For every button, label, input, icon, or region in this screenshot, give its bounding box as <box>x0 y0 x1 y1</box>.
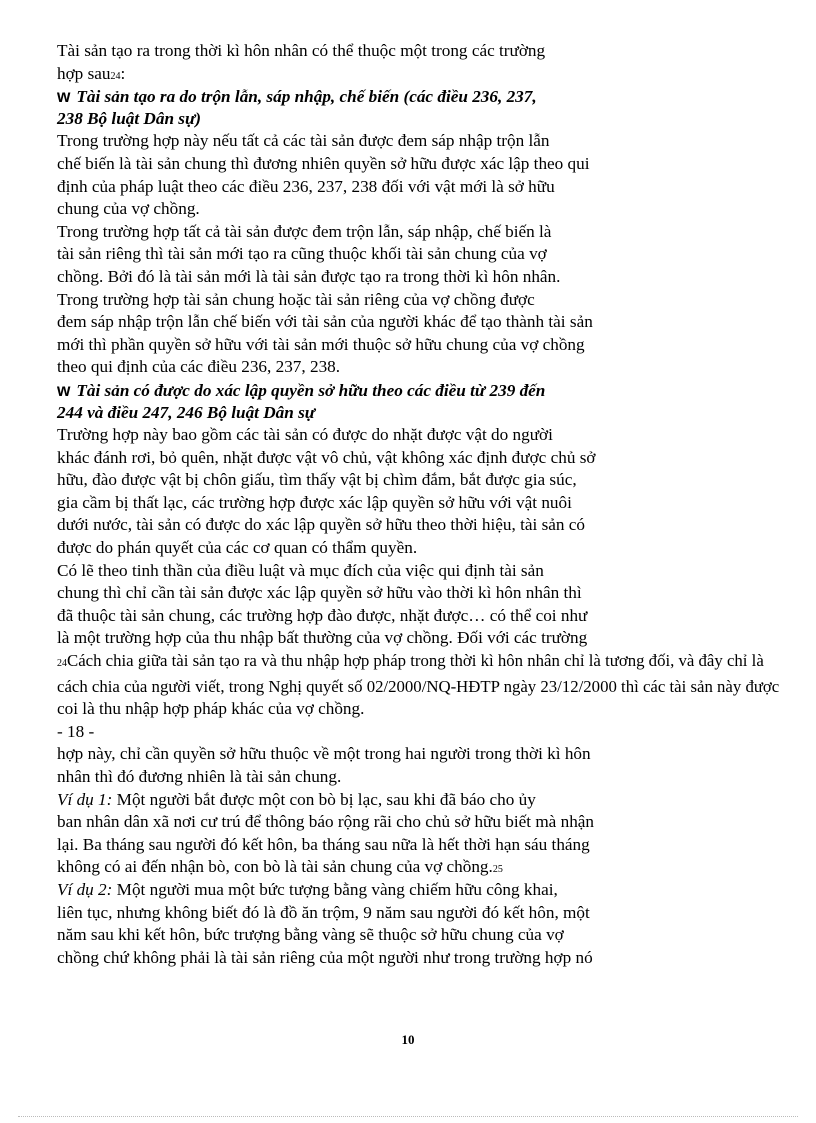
body-line: chung thì chỉ cần tài sản được xác lập quyền sở hữu vào thời kì hôn nhân thì <box>57 583 582 603</box>
body-line: chồng. Bởi đó là tài sản mới là tài sản được tạo ra trong thời kì hôn nhân. <box>57 266 561 286</box>
body-line: Có lẽ theo tinh thần của điều luật và mục đích của việc qui định tài sản <box>57 560 544 580</box>
body-line: chế biến là tài sản chung thì đương nhiên quyền sở hữu được xác lập theo qui <box>57 153 590 173</box>
heading-text: Tài sản có được do xác lập quyền sở hữu theo các điều từ 239 đến <box>76 380 546 400</box>
example-label: Ví dụ 2: <box>57 879 113 899</box>
section-heading-cont: 238 Bộ luật Dân sự) <box>57 108 202 128</box>
bullet-icon: w <box>57 379 71 400</box>
heading-text: Tài sản tạo ra do trộn lẫn, sáp nhập, chế biến (các điều 236, 237, <box>76 87 537 107</box>
page-number: 10 <box>401 1032 415 1047</box>
footnote: cách chia của người viết, trong Nghị quyết số 02/2000/NQ-HĐTP ngày 23/12/2000 thì các tài sản này được <box>57 676 780 696</box>
example-line: ban nhân dân xã nơi cư trú để thông báo rộng rãi cho chủ sở hữu biết mà nhận <box>57 812 595 832</box>
example-text: không có ai đến nhận bò, con bò là tài sản chung của vợ chồng. <box>57 857 493 877</box>
body-line: hợp này, chỉ cần quyền sở hữu thuộc về một trong hai người trong thời kì hôn <box>57 744 591 764</box>
body-line: là một trường hợp của thu nhập bất thường của vợ chồng. Đối với các trường <box>57 628 588 648</box>
document-page <box>57 40 781 969</box>
body-line: gia cầm bị thất lạc, các trường hợp được xác lập quyền sở hữu với vật nuôi <box>57 492 572 512</box>
section-heading <box>57 85 781 108</box>
body-line: khác đánh rơi, bỏ quên, nhặt được vật vô chủ, vật không xác định được chủ sở <box>57 447 596 467</box>
example-line: liên tục, nhưng không biết đó là đồ ăn trộm, 9 năm sau người đó kết hôn, một <box>57 902 590 922</box>
example-line: chồng chứ không phải là tài sản riêng của một người như trong trường hợp nó <box>57 947 593 967</box>
body-line: Trong trường hợp tất cả tài sản được đem trộn lẫn, sáp nhập, chế biến là <box>57 221 552 241</box>
footnote-ref: 25 <box>492 864 503 876</box>
footnote: coi là thu nhập hợp pháp khác của vợ chồng. <box>57 699 365 719</box>
body-line: định của pháp luật theo các điều 236, 237, 238 đối với vật mới là sở hữu <box>57 176 555 196</box>
example-line: năm sau khi kết hôn, bức trượng bằng vàng sẽ thuộc sở hữu chung của vợ <box>57 925 564 945</box>
example-line <box>57 879 781 902</box>
body-line: dưới nước, tài sản có được do xác lập quyền sở hữu theo thời hiệu, tài sản có <box>57 515 586 535</box>
bullet-icon: w <box>57 86 71 107</box>
body-line: theo qui định của các điều 236, 237, 238. <box>57 357 341 377</box>
footnote-number: 24 <box>57 658 67 670</box>
intro-line: Tài sản tạo ra trong thời kì hôn nhân có thể thuộc một trong các trường <box>57 41 546 60</box>
intro-text: hợp sau <box>57 63 111 83</box>
body-line: đã thuộc tài sản chung, các trường hợp đào được, nhặt được… có thể coi như <box>57 605 588 625</box>
intro-line <box>57 63 781 86</box>
intro-colon: : <box>120 63 126 83</box>
body-line: đem sáp nhập trộn lẫn chế biến với tài sản của người khác để tạo thành tài sản <box>57 312 593 332</box>
original-page-marker: - 18 - <box>57 721 95 741</box>
example-text: Một người bắt được một con bò bị lạc, sau khi đã báo cho ủy <box>112 789 536 809</box>
body-line: hữu, đào được vật bị chôn giấu, tìm thấy vật bị chìm đắm, bắt được gia súc, <box>57 470 577 490</box>
example-line: lại. Ba tháng sau người đó kết hôn, ba tháng sau nữa là hết thời hạn sáu tháng <box>57 834 590 854</box>
example-label: Ví dụ 1: <box>57 789 113 809</box>
body-line: Trong trường hợp tài sản chung hoặc tài sản riêng của vợ chồng được <box>57 289 535 309</box>
section-heading <box>57 379 781 402</box>
footnote-text: Cách chia giữa tài sản tạo ra và thu nhập hợp pháp trong thời kì hôn nhân chỉ là tương đối, và đây chỉ là <box>67 651 764 671</box>
example-text: Một người mua một bức tượng bằng vàng chiếm hữu công khai, <box>112 879 558 899</box>
bottom-divider <box>18 1116 798 1118</box>
body-line: được do phán quyết của các cơ quan có thẩm quyền. <box>57 538 418 558</box>
body-line: nhân thì đó đương nhiên là tài sản chung. <box>57 767 342 786</box>
footnote <box>57 650 781 676</box>
body-line: tài sản riêng thì tài sản mới tạo ra cũng thuộc khối tài sản chung của vợ <box>57 244 547 264</box>
body-line: Trường hợp này bao gồm các tài sản có được do nhặt được vật do người <box>57 425 553 445</box>
body-line: chung của vợ chồng. <box>57 199 200 219</box>
example-line <box>57 789 781 812</box>
section-heading-cont: 244 và điều 247, 246 Bộ luật Dân sự <box>57 402 316 422</box>
body-line: Trong trường hợp này nếu tất cả các tài sản được đem sáp nhập trộn lẫn <box>57 131 550 151</box>
body-line: mới thì phần quyền sở hữu với tài sản mới thuộc sở hữu chung của vợ chồng <box>57 334 585 354</box>
example-line <box>57 856 781 879</box>
footnote-ref: 24 <box>110 70 121 82</box>
